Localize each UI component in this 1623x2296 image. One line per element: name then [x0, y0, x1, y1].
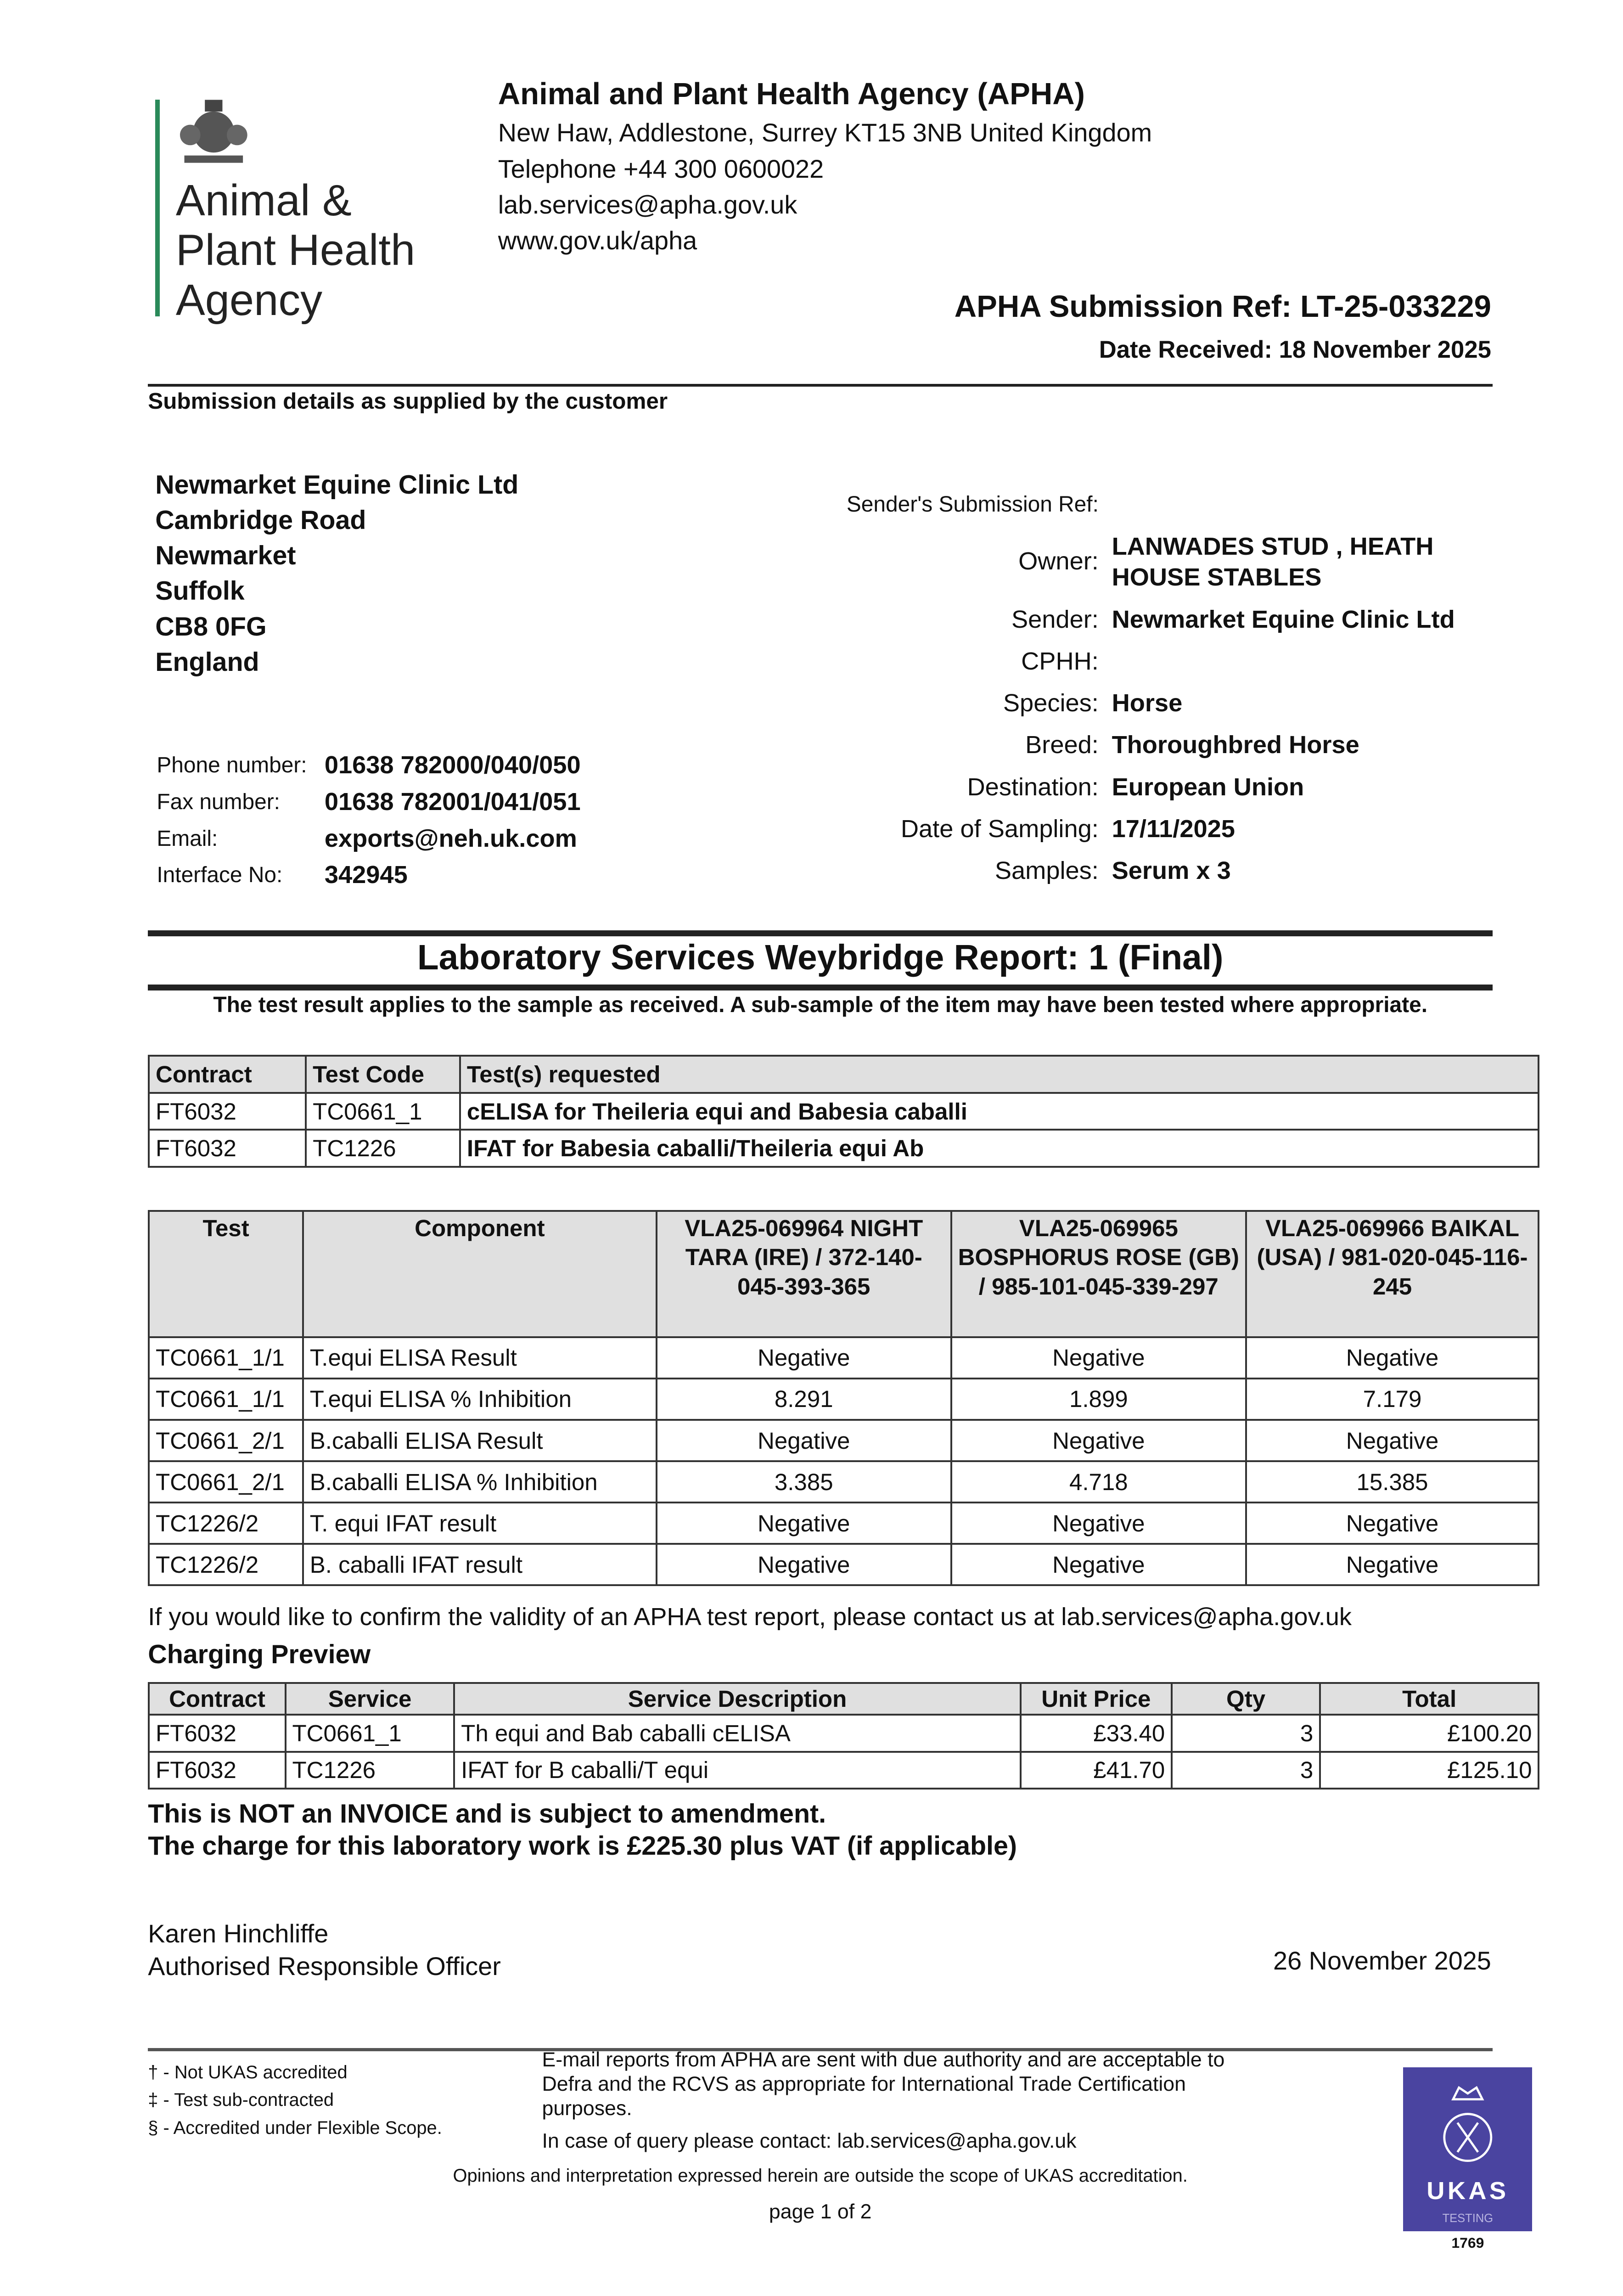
detail-value	[1112, 641, 1493, 682]
cell: Negative	[1246, 1544, 1539, 1585]
cell: FT6032	[149, 1130, 306, 1167]
agency-email[interactable]: lab.services@apha.gov.uk	[498, 190, 797, 219]
cell: Negative	[657, 1420, 951, 1461]
results-table	[148, 1210, 1539, 1586]
cell: Negative	[951, 1420, 1246, 1461]
customer-contacts	[157, 747, 580, 894]
cell: T. equi IFAT result	[303, 1503, 657, 1544]
detail-label: Owner:	[1018, 547, 1099, 575]
cell: TC0661_2/1	[149, 1420, 303, 1461]
contact-value: 342945	[324, 861, 408, 889]
submission-ref-block	[955, 289, 1491, 364]
cell: TC0661_2/1	[149, 1461, 303, 1503]
table-row	[149, 1715, 1539, 1752]
agency-header	[498, 76, 1152, 259]
signatory-name: Karen Hinchliffe	[148, 1919, 329, 1948]
cell: cELISA for Theileria equi and Babesia caballi	[460, 1093, 1539, 1130]
table-row	[149, 1544, 1539, 1585]
charging-table	[148, 1682, 1539, 1790]
agency-logo-text	[176, 176, 415, 325]
legend-item: † - Not UKAS accredited	[148, 2062, 348, 2082]
column-header: Service	[286, 1683, 455, 1715]
agency-telephone: Telephone +44 300 0600022	[498, 154, 824, 183]
cell: £125.10	[1320, 1752, 1539, 1789]
cell: Negative	[1246, 1420, 1539, 1461]
cell: Negative	[951, 1544, 1246, 1585]
signatory-role: Authorised Responsible Officer	[148, 1951, 501, 1981]
ukas-testing-text: TESTING	[1442, 2212, 1494, 2225]
cell: Th equi and Bab caballi cELISA	[454, 1715, 1020, 1752]
table-row	[149, 1752, 1539, 1789]
column-header: VLA25-069964 NIGHT TARA (IRE) / 372-140-045-393-365	[657, 1211, 951, 1337]
detail-label: Date of Sampling:	[900, 815, 1099, 843]
royal-crest-icon	[173, 97, 255, 167]
cell: 7.179	[1246, 1379, 1539, 1420]
address-line: CB8 0FG	[155, 612, 267, 642]
address-line: Suffolk	[155, 576, 245, 606]
column-header: VLA25-069965 BOSPHORUS ROSE (GB) / 985-101-045-339-297	[951, 1211, 1246, 1337]
logo-line: Animal &	[175, 175, 352, 225]
charging-title: Charging Preview	[148, 1640, 371, 1670]
signature-date: 26 November 2025	[1273, 1946, 1491, 1975]
ukas-text: UKAS	[1426, 2177, 1509, 2205]
detail-label: Sender:	[1011, 605, 1099, 633]
signature-block	[148, 1918, 501, 1982]
ukas-logo	[1403, 2067, 1532, 2231]
column-header: Contract	[149, 1683, 286, 1715]
footer-legend	[148, 2059, 442, 2142]
submission-ref: APHA Submission Ref: LT-25-033229	[954, 289, 1491, 324]
cell: FT6032	[149, 1752, 286, 1789]
detail-value: Newmarket Equine Clinic Ltd	[1112, 605, 1455, 633]
cell: TC1226/2	[149, 1503, 303, 1544]
column-header: Test Code	[306, 1056, 460, 1093]
agency-name: Animal and Plant Health Agency (APHA)	[498, 76, 1085, 111]
page-number: page 1 of 2	[769, 2200, 872, 2223]
agency-website[interactable]: www.gov.uk/apha	[498, 225, 697, 255]
column-header: Total	[1320, 1683, 1539, 1715]
table-row	[149, 1461, 1539, 1503]
cell: 8.291	[657, 1379, 951, 1420]
email-note-block	[542, 2048, 1259, 2154]
detail-label: Destination:	[967, 773, 1099, 801]
address-line: Newmarket Equine Clinic Ltd	[155, 470, 519, 500]
cell: 4.718	[951, 1461, 1246, 1503]
detail-label: Species:	[1003, 689, 1099, 717]
logo-bar	[155, 100, 160, 316]
table-row	[149, 1093, 1539, 1130]
cell: TC0661_1	[286, 1715, 455, 1752]
cell: TC0661_1/1	[149, 1379, 303, 1420]
table-header	[149, 1683, 1539, 1715]
detail-value: 17/11/2025	[1112, 815, 1235, 843]
cell: Negative	[657, 1544, 951, 1585]
contact-label: Fax number:	[157, 789, 280, 814]
column-header: Qty	[1172, 1683, 1320, 1715]
detail-label: Samples:	[994, 857, 1099, 885]
cell: TC0661_1/1	[149, 1337, 303, 1379]
section-title: Submission details as supplied by the customer	[148, 388, 668, 414]
detail-value: European Union	[1112, 773, 1304, 801]
cell: FT6032	[149, 1715, 286, 1752]
cell: TC1226	[306, 1130, 460, 1167]
cell: T.equi ELISA % Inhibition	[303, 1379, 657, 1420]
table-row	[149, 1337, 1539, 1379]
contact-value: 01638 782001/041/051	[324, 788, 581, 816]
contact-value[interactable]: exports@neh.uk.com	[324, 824, 577, 852]
query-contact: In case of query please contact: lab.services@apha.gov.uk	[542, 2130, 1077, 2153]
address-line: England	[155, 647, 259, 677]
detail-value: Thoroughbred Horse	[1112, 731, 1359, 759]
contact-label: Phone number:	[157, 753, 307, 778]
detail-value: Horse	[1112, 689, 1183, 717]
contact-label: Interface No:	[157, 863, 283, 888]
table-header	[149, 1211, 1539, 1337]
invoice-note	[148, 1798, 1017, 1862]
logo-line: Plant Health	[175, 225, 416, 275]
legend-item: ‡ - Test sub-contracted	[148, 2090, 334, 2110]
cell: 1.899	[951, 1379, 1246, 1420]
date-received: Date Received: 18 November 2025	[1099, 336, 1491, 364]
report-subtitle: The test result applies to the sample as received. A sub-sample of the item may have been tested where appropriate.	[213, 992, 1427, 1017]
column-header: Component	[303, 1211, 657, 1337]
address-line: Cambridge Road	[155, 505, 366, 535]
divider	[148, 985, 1493, 990]
divider	[148, 930, 1493, 936]
ukas-disclaimer: Opinions and interpretation expressed herein are outside the scope of UKAS accreditation.	[453, 2165, 1188, 2186]
charge-total-text: The charge for this laboratory work is £225.30 plus VAT (if applicable)	[148, 1831, 1017, 1861]
cell: IFAT for Babesia caballi/Theileria equi Ab	[460, 1130, 1539, 1167]
ukas-number: 1769	[1451, 2234, 1484, 2251]
cell: TC1226/2	[149, 1544, 303, 1585]
table-row	[149, 1503, 1539, 1544]
ukas-crown-icon	[1438, 2079, 1497, 2170]
cell: 3.385	[657, 1461, 951, 1503]
table-header	[149, 1056, 1539, 1093]
not-invoice-text: This is NOT an INVOICE and is subject to amendment.	[148, 1799, 826, 1829]
report-title: Laboratory Services Weybridge Report: 1 (Final)	[417, 938, 1224, 977]
column-header: Unit Price	[1021, 1683, 1172, 1715]
column-header: Contract	[149, 1056, 306, 1093]
contact-value: 01638 782000/040/050	[324, 751, 581, 779]
table-row	[149, 1379, 1539, 1420]
divider	[148, 384, 1493, 387]
column-header: Test(s) requested	[460, 1056, 1539, 1093]
cell: B.caballi ELISA % Inhibition	[303, 1461, 657, 1503]
table-row	[149, 1130, 1539, 1167]
detail-value: Serum x 3	[1112, 857, 1231, 885]
cell: Negative	[657, 1337, 951, 1379]
cell: Negative	[1246, 1503, 1539, 1544]
cell: 3	[1172, 1715, 1320, 1752]
cell: TC0661_1	[306, 1093, 460, 1130]
cell: IFAT for B caballi/T equi	[454, 1752, 1020, 1789]
customer-address	[155, 467, 518, 680]
cell: Negative	[657, 1503, 951, 1544]
cell: £33.40	[1021, 1715, 1172, 1752]
contact-label: Email:	[157, 826, 218, 851]
validity-note: If you would like to confirm the validity of an APHA test report, please contact us at lab.services@apha.gov.uk	[148, 1603, 1352, 1631]
table-row	[149, 1420, 1539, 1461]
detail-value: LANWADES STUD , HEATH HOUSE STABLES	[1112, 532, 1434, 591]
cell: TC1226	[286, 1752, 455, 1789]
cell: T.equi ELISA Result	[303, 1337, 657, 1379]
logo-line: Agency	[175, 275, 323, 325]
cell: Negative	[951, 1503, 1246, 1544]
cell: Negative	[1246, 1337, 1539, 1379]
submission-details	[791, 484, 1493, 892]
tests-requested-table	[148, 1055, 1539, 1168]
email-note: E-mail reports from APHA are sent with due authority and are acceptable to Defra and the RCVS as appropriate for International Trade Certification purposes.	[542, 2048, 1225, 2120]
legend-item: § - Accredited under Flexible Scope.	[148, 2117, 442, 2138]
detail-label: CPHH:	[1021, 647, 1099, 675]
detail-label: Breed:	[1025, 731, 1099, 759]
address-line: Newmarket	[155, 541, 296, 571]
detail-label: Sender's Submission Ref:	[846, 492, 1099, 517]
cell: B. caballi IFAT result	[303, 1544, 657, 1585]
column-header: VLA25-069966 BAIKAL (USA) / 981-020-045-116-245	[1246, 1211, 1539, 1337]
column-header: Service Description	[454, 1683, 1020, 1715]
cell: £100.20	[1320, 1715, 1539, 1752]
column-header: Test	[149, 1211, 303, 1337]
cell: 3	[1172, 1752, 1320, 1789]
agency-address: New Haw, Addlestone, Surrey KT15 3NB United Kingdom	[498, 118, 1152, 147]
detail-value	[1112, 484, 1493, 525]
cell: Negative	[951, 1337, 1246, 1379]
cell: FT6032	[149, 1093, 306, 1130]
cell: B.caballi ELISA Result	[303, 1420, 657, 1461]
cell: 15.385	[1246, 1461, 1539, 1503]
cell: £41.70	[1021, 1752, 1172, 1789]
